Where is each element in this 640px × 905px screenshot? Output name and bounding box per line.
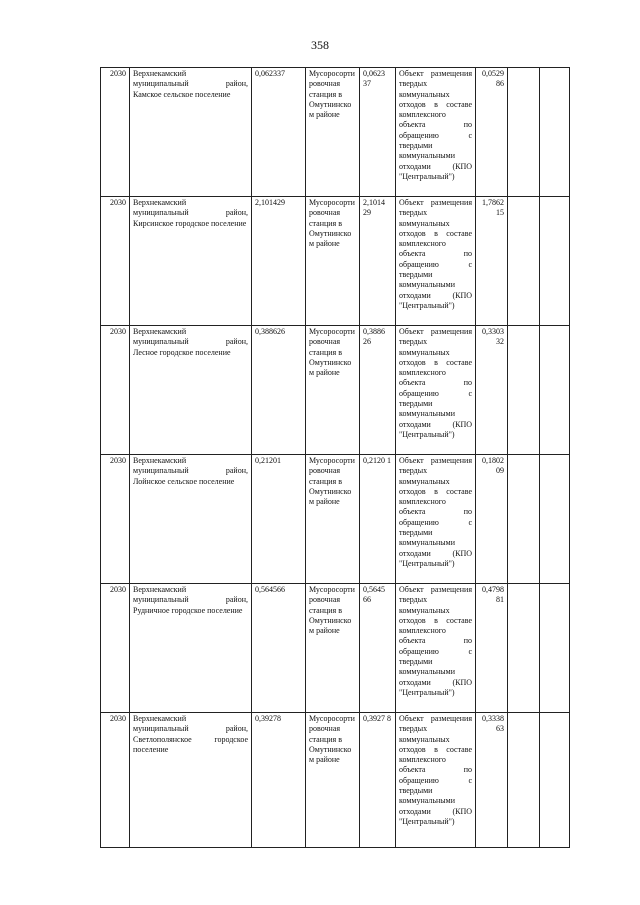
table-row: [101, 197, 570, 326]
empty-cell: [540, 197, 570, 326]
share-cell: [476, 197, 508, 326]
object-description: Объект размещения твердых коммунальных отходов в составе комплексного объекта по обращению с твердыми коммунальными отходами (КПО "Центральный"): [399, 198, 472, 310]
share-value: 0,0529 86: [482, 69, 504, 89]
territory-word: муниципальный: [133, 724, 189, 734]
share-value: 1,7862 15: [482, 198, 504, 218]
share-value: 0,3303 32: [482, 327, 504, 347]
facility-cell: [306, 713, 360, 848]
territory-word: район,: [225, 595, 248, 605]
territory-line: [133, 79, 248, 89]
territory-word: муниципальный: [133, 208, 189, 218]
facility-cell: [306, 455, 360, 584]
empty-cell: [508, 197, 540, 326]
table-row: [101, 455, 570, 584]
year-cell: [101, 455, 130, 584]
object-description: Объект размещения твердых коммунальных отходов в составе комплексного объекта по обращению с твердыми коммунальными отходами (КПО "Центральный"): [399, 69, 472, 181]
territory-word: район,: [225, 208, 248, 218]
territory-line: [133, 595, 248, 605]
territory-cell: [130, 584, 252, 713]
territory-line: Верхнекамский: [133, 327, 187, 336]
facility-name: Мусоросортировочная станция в Омутнинском районе: [309, 69, 355, 120]
object-cell: [396, 713, 476, 848]
table-row: [101, 584, 570, 713]
empty-cell: [508, 68, 540, 197]
object-description: Объект размещения твердых коммунальных отходов в составе комплексного объекта по обращению с твердыми коммунальными отходами (КПО "Центральный"): [399, 585, 472, 697]
year-cell: [101, 68, 130, 197]
territory-line: [133, 466, 248, 476]
amount-cell: [252, 326, 306, 455]
object-cell: [396, 455, 476, 584]
empty-cell: [540, 68, 570, 197]
territory-cell: [130, 455, 252, 584]
territory-cell: [130, 197, 252, 326]
facility-cell: [306, 197, 360, 326]
territory-settlement: Лесное городское поселение: [133, 347, 231, 357]
amount-cell: [252, 713, 306, 848]
share-cell: [476, 68, 508, 197]
territory-line: Верхнекамский: [133, 585, 187, 594]
table-row: [101, 68, 570, 197]
year-cell: [101, 197, 130, 326]
object-cell: [396, 68, 476, 197]
territory-word: муниципальный: [133, 595, 189, 605]
share-value: 0,1802 09: [482, 456, 504, 476]
share-cell: [476, 455, 508, 584]
transfer-value: 0,0623 37: [363, 69, 385, 89]
territory-word: муниципальный: [133, 79, 189, 89]
year-cell: [101, 713, 130, 848]
empty-cell: [508, 713, 540, 848]
transfer-value: 0,3927 8: [363, 714, 391, 723]
facility-cell: [306, 68, 360, 197]
territory-cell: [130, 713, 252, 848]
transfer-value: 0,2120 1: [363, 456, 391, 465]
value-cell: [360, 68, 396, 197]
territory-settlement: Рудничное городское поселение: [133, 605, 243, 615]
year-value: 2030: [110, 456, 126, 465]
value-cell: [360, 455, 396, 584]
year-value: 2030: [110, 585, 126, 594]
amount-cell: [252, 584, 306, 713]
share-cell: [476, 713, 508, 848]
year-value: 2030: [110, 714, 126, 723]
territory-settlement: Лойнское сельское поселение: [133, 476, 235, 486]
territory-line: Верхнекамский: [133, 198, 187, 207]
facility-name: Мусоросортировочная станция в Омутнинском районе: [309, 714, 355, 765]
transfer-value: 0,5645 66: [363, 585, 385, 605]
share-value: 0,3338 63: [482, 714, 504, 734]
amount-cell: [252, 197, 306, 326]
amount-value: 2,101429: [255, 198, 285, 207]
territory-line: Верхнекамский: [133, 714, 187, 723]
empty-cell: [540, 326, 570, 455]
year-value: 2030: [110, 198, 126, 207]
transfer-value: 2,1014 29: [363, 198, 385, 218]
facility-name: Мусоросортировочная станция в Омутнинском районе: [309, 198, 355, 249]
territory-line: [133, 208, 248, 218]
object-description: Объект размещения твердых коммунальных отходов в составе комплексного объекта по обращению с твердыми коммунальными отходами (КПО "Центральный"): [399, 327, 472, 439]
territory-line: [133, 337, 248, 347]
page-number: 358: [311, 38, 329, 52]
share-cell: [476, 326, 508, 455]
object-cell: [396, 326, 476, 455]
value-cell: [360, 584, 396, 713]
empty-cell: [508, 326, 540, 455]
value-cell: [360, 713, 396, 848]
object-description: Объект размещения твердых коммунальных отходов в составе комплексного объекта по обращению с твердыми коммунальными отходами (КПО "Центральный"): [399, 714, 472, 826]
facility-name: Мусоросортировочная станция в Омутнинском районе: [309, 456, 355, 507]
territory-word: район,: [225, 466, 248, 476]
empty-cell: [540, 455, 570, 584]
share-cell: [476, 584, 508, 713]
territory-word: район,: [225, 724, 248, 734]
facility-name: Мусоросортировочная станция в Омутнинском районе: [309, 585, 355, 636]
year-value: 2030: [110, 327, 126, 336]
transfer-value: 0,3886 26: [363, 327, 385, 347]
amount-value: 0,21201: [255, 456, 281, 465]
amount-value: 0,564566: [255, 585, 285, 594]
territory-line: [133, 724, 248, 734]
amount-cell: [252, 455, 306, 584]
facility-name: Мусоросортировочная станция в Омутнинском районе: [309, 327, 355, 378]
amount-value: 0,062337: [255, 69, 285, 78]
amount-cell: [252, 68, 306, 197]
object-description: Объект размещения твердых коммунальных отходов в составе комплексного объекта по обращению с твердыми коммунальными отходами (КПО "Центральный"): [399, 456, 472, 568]
value-cell: [360, 197, 396, 326]
territory-word: район,: [225, 337, 248, 347]
table-row: [101, 713, 570, 848]
year-value: 2030: [110, 69, 126, 78]
facility-cell: [306, 584, 360, 713]
year-cell: [101, 584, 130, 713]
territory-settlement: Кирсинское городское поселение: [133, 218, 247, 228]
waste-flow-table: [100, 67, 570, 848]
amount-value: 0,388626: [255, 327, 285, 336]
empty-cell: [508, 584, 540, 713]
table-row: [101, 326, 570, 455]
territory-word: муниципальный: [133, 337, 189, 347]
territory-line: Верхнекамский: [133, 456, 187, 465]
territory-word: муниципальный: [133, 466, 189, 476]
object-cell: [396, 584, 476, 713]
facility-cell: [306, 326, 360, 455]
share-value: 0,4798 81: [482, 585, 504, 605]
territory-word: район,: [225, 79, 248, 89]
territory-cell: [130, 326, 252, 455]
territory-cell: [130, 68, 252, 197]
territory-line: Верхнекамский: [133, 69, 187, 78]
territory-settlement: Камское сельское поселение: [133, 89, 231, 99]
empty-cell: [540, 584, 570, 713]
year-cell: [101, 326, 130, 455]
empty-cell: [540, 713, 570, 848]
amount-value: 0,39278: [255, 714, 281, 723]
territory-settlement: Светлополянское городское поселение: [133, 734, 248, 754]
value-cell: [360, 326, 396, 455]
empty-cell: [508, 455, 540, 584]
object-cell: [396, 197, 476, 326]
